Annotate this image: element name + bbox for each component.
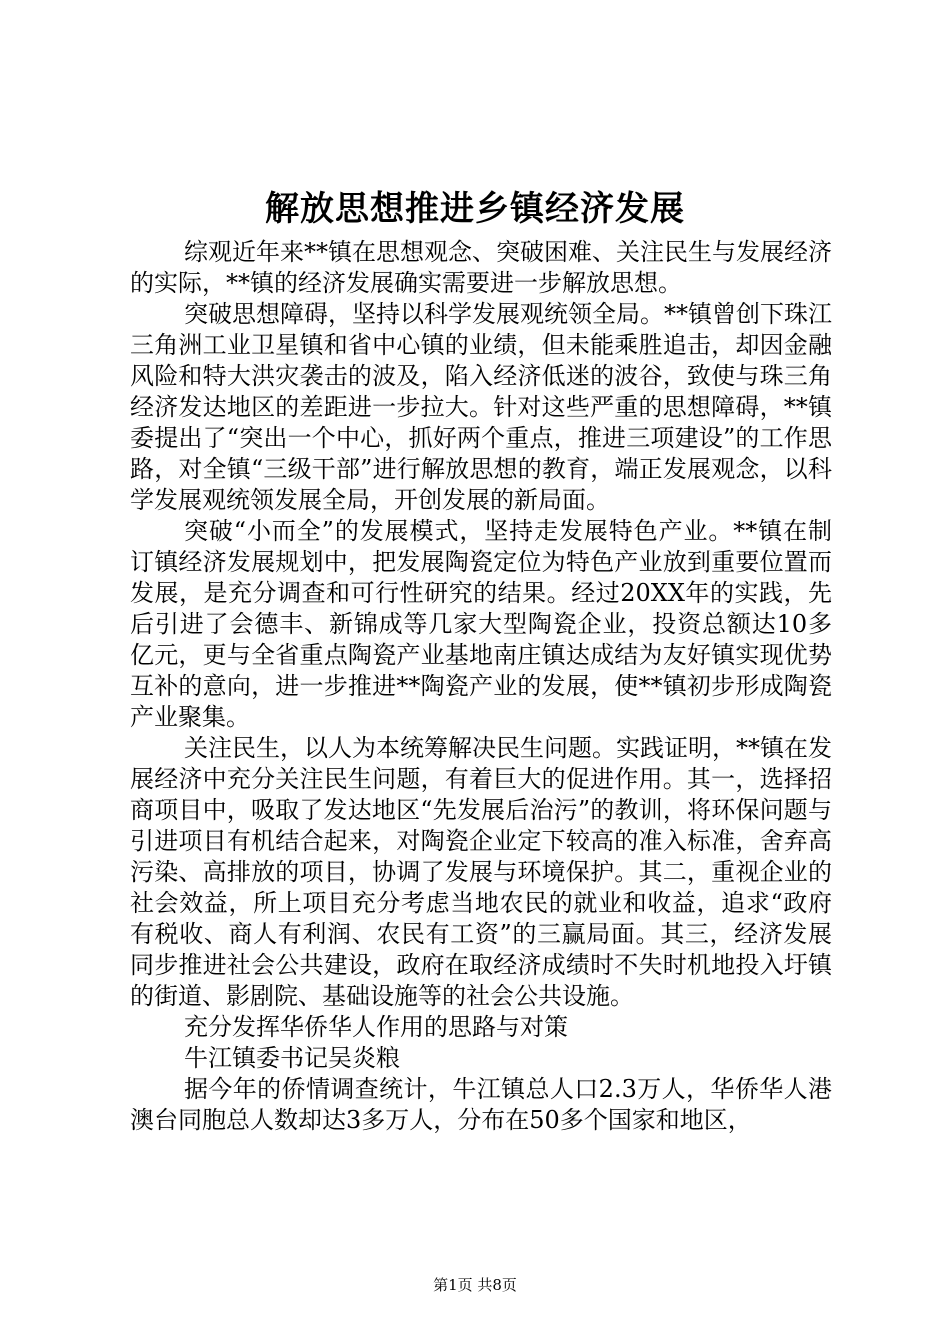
paragraph-livelihood: 关注民生，以人为本统筹解决民生问题。实践证明，**镇在发展经济中充分关注民生问题，有着巨大的促进作用。其一，选择招商项目中，吸取了发达地区“先发展后治污”的教训，将环保问题与引进项目有机结合起来，对陶瓷企业定下较高的准入标准，舍弃高污染、高排放的项目，协调了发展与环境保护。其二，重视企业的社会效益，所上项目充分考虑当地农民的就业和收益，追求“政府有税收、商人有利润、农民有工资”的三赢局面。其三，经济发展同步推进社会公共建设，政府在取经济成绩时不失时机地投入圩镇的街道、影剧院、基础设施等的社会公共设施。 bbox=[130, 734, 832, 1010]
paragraph-industry-model: 突破“小而全”的发展模式，坚持走发展特色产业。**镇在制订镇经济发展规划中，把发展陶瓷定位为特色产业放到重要位置而发展，是充分调查和可行性研究的结果。经过20XX年的实践，先后引进了会德丰、新锦成等几家大型陶瓷企业，投资总额达10多亿元，更与全省重点陶瓷产业基地南庄镇达成结为友好镇实现优势互补的意向，进一步推进**陶瓷产业的发展，使**镇初步形成陶瓷产业聚集。 bbox=[130, 517, 832, 731]
page-number-footer: 第1页 共8页 bbox=[433, 1276, 517, 1294]
paragraph-intro: 综观近年来**镇在思想观念、突破困难、关注民生与发展经济的实际，**镇的经济发展确实需要进一步解放思想。 bbox=[130, 238, 832, 297]
section-heading-overseas-chinese: 充分发挥华侨华人作用的思路与对策 bbox=[184, 1013, 568, 1041]
author-line: 牛江镇委书记吴炎粮 bbox=[184, 1044, 400, 1072]
document-body bbox=[130, 237, 832, 1136]
page-title: 解放思想推进乡镇经济发展 bbox=[265, 189, 685, 229]
paragraph-survey: 据今年的侨情调查统计，牛江镇总人口2.3万人，华侨华人港澳台同胞总人数却达3多万人，分布在50多个国家和地区， bbox=[130, 1075, 832, 1134]
paragraph-thought-barrier: 突破思想障碍，坚持以科学发展观统领全局。**镇曾创下珠江三角洲工业卫星镇和省中心镇的业绩，但未能乘胜追击，却因金融风险和特大洪灾袭击的波及，陷入经济低迷的波谷，致使与珠三角经济发达地区的差距进一步拉大。针对这些严重的思想障碍，**镇委提出了“突出一个中心，抓好两个重点，推进三项建设”的工作思路，对全镇“三级干部”进行解放思想的教育，端正发展观念，以科学发展观统领发展全局，开创发展的新局面。 bbox=[130, 300, 832, 514]
